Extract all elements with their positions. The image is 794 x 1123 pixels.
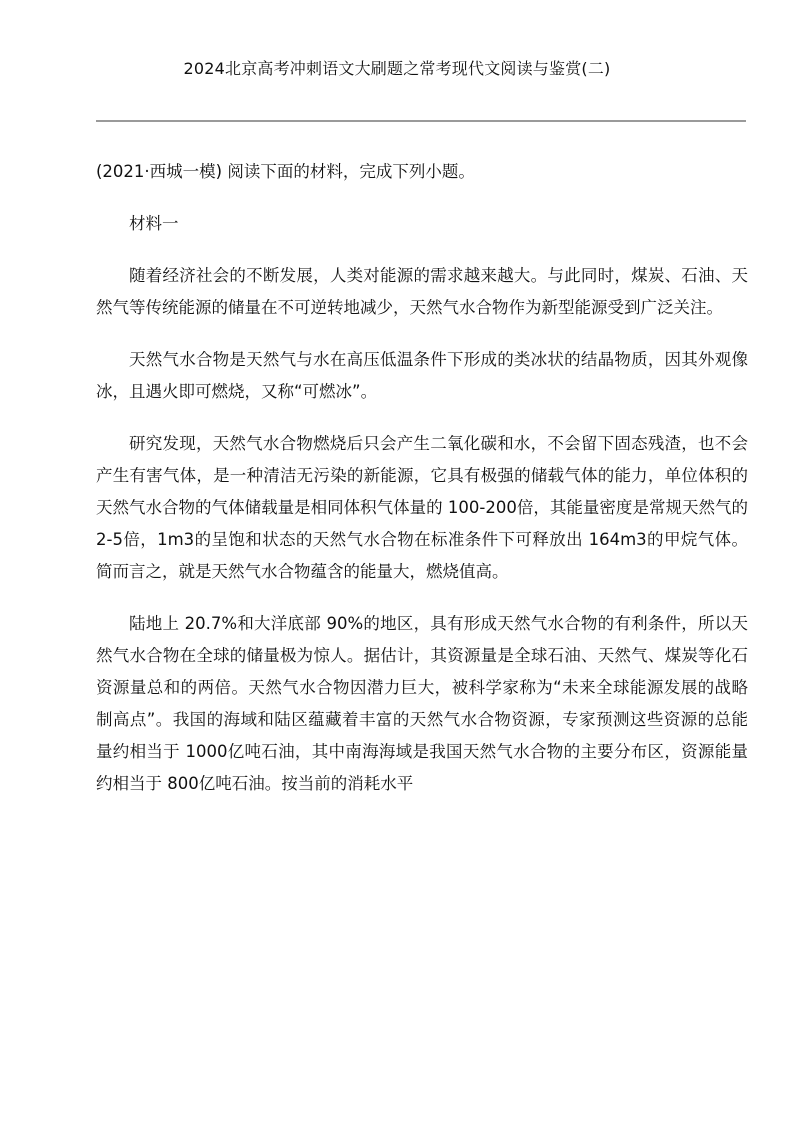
paragraph: 陆地上 20.7%和大洋底部 90%的地区，具有形成天然气水合物的有利条件，所以天然气水合物在全球的储量极为惊人。据估计，其资源量是全球石油、天然气、煤炭等化石资源量总和的两倍。天然气水合物因潜力巨大，被科学家称为“未来全球能源发展的战略制高点”。我国的海域和陆区蕴藏着丰富的天然气水合物资源，专家预测这些资源的总能量约相当于 1000亿吨石油，其中南海海域是我国天然气水合物的主要分布区，资源能量约相当于 800亿吨石油。按当前的消耗水平 bbox=[96, 614, 748, 793]
page-header-title: 2024北京高考冲刺语文大刷题之常考现代文阅读与鉴赏(二) bbox=[183, 59, 611, 78]
document-body bbox=[96, 156, 748, 820]
header-divider bbox=[96, 120, 746, 122]
paragraph: 研究发现，天然气水合物燃烧后只会产生二氧化碳和水，不会留下固态残渣，也不会产生有害气体，是一种清洁无污染的新能源，它具有极强的储载气体的能力，单位体积的天然气水合物的气体储载量是相同体积气体量的 100-200倍，其能量密度是常规天然气的 2-5倍，1m3的呈饱和状态的天然气水合物在标准条件下可释放出 164m3的甲烷气体。简而言之，就是天然气水合物蕴含的能量大，燃烧值高。 bbox=[96, 434, 748, 581]
question-intro: (2021·西城一模) 阅读下面的材料，完成下列小题。 bbox=[96, 162, 475, 181]
paragraph: 随着经济社会的不断发展，人类对能源的需求越来越大。与此同时，煤炭、石油、天然气等传统能源的储量在不可逆转地减少，天然气水合物作为新型能源受到广泛关注。 bbox=[96, 266, 748, 317]
section-label: 材料一 bbox=[129, 214, 179, 233]
paragraph: 天然气水合物是天然气与水在高压低温条件下形成的类冰状的结晶物质，因其外观像冰，且遇火即可燃烧，又称“可燃冰”。 bbox=[96, 350, 748, 401]
